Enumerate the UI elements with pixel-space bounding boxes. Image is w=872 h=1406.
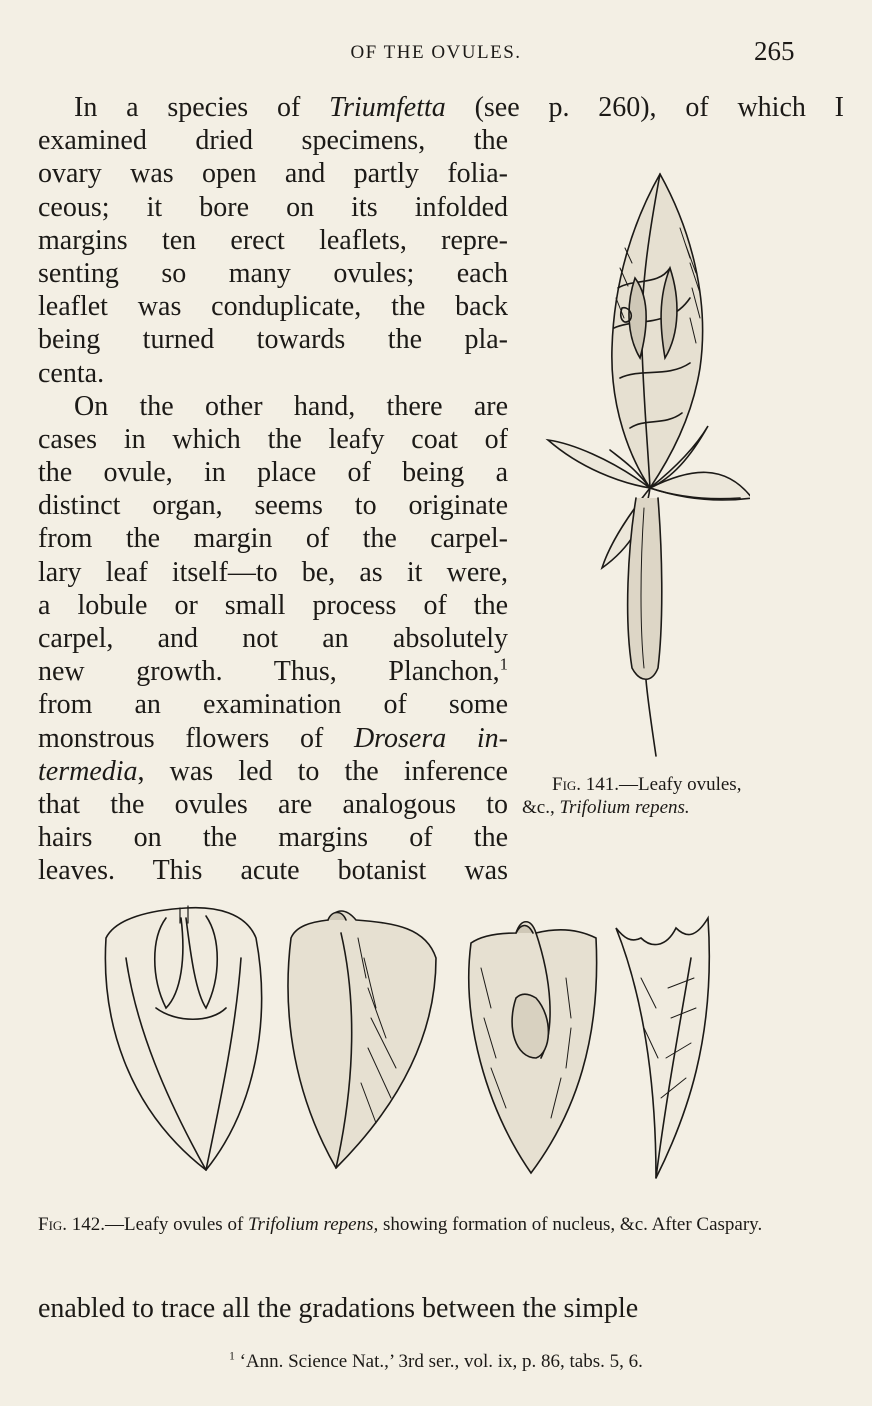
text-line: distinct organ, seems to originate [38,490,508,522]
text-line: margins ten erect leaflets, repre- [38,224,508,256]
text-line: examined dried specimens, the [38,125,508,157]
text-line: carpel, and not an absolutely [38,623,508,654]
text-line: In a species of Triumfetta (see p. 260), of which I [74,92,844,123]
text-line: from the margin of the carpel- [38,523,508,555]
text-line: from an examination of some [38,689,508,721]
ovule-1 [105,906,261,1170]
footnote-marker: 1 [229,1350,235,1363]
text-line: hairs on the margins of the [38,822,508,854]
figure-142-illustration [96,898,746,1194]
page-number: 265 [754,36,795,66]
text-line: a lobule or small process of the [38,589,508,621]
ovule-3 [469,922,597,1173]
running-title: OF THE OVULES. [350,42,522,63]
text-line: ovary was open and partly folia- [38,158,508,190]
text-line: leaflet was conduplicate, the back [38,291,508,323]
text-line: senting so many ovules; each [38,257,508,289]
text-line: leaves. This acute botanist was [38,855,508,887]
footnote-ref: 1 [499,654,508,674]
figure-142-caption: Fig. 142.—Leafy ovules of Trifolium repens, showing formation of nucleus, &c. After Caspary. [38,1214,763,1235]
figure-141-caption: Fig. 141.—Leafy ovules, &c., Trifolium repens. [522,774,742,818]
text-line: the ovule, in place of being a [38,457,508,489]
text-line: termedia, was led to the inference [38,755,508,787]
text-line: that the ovules are analogous to [38,788,508,820]
figure-141-illustration [540,168,750,758]
ovule-2 [288,911,436,1168]
footnote [0,1351,872,1373]
text-line: being turned towards the pla- [38,324,508,356]
continuation-text: enabled to trace all the gradations between the simple [38,1293,639,1324]
text-line: monstrous flowers of Drosera in- [38,722,508,754]
text-line: centa. [38,357,105,389]
ovule-4 [616,918,709,1178]
text-line: new growth. Thus, Planchon,$^1$ [38,654,508,688]
footnote-text: ‘Ann. Science Nat.,’ 3rd ser., vol. ix, p. 86, tabs. 5, 6. [234,1351,643,1372]
text-line: cases in which the leafy coat of [38,423,508,455]
text-line: ceous; it bore on its infolded [38,191,508,223]
text-line: lary leaf itself—to be, as it were, [38,556,508,588]
text-line: On the other hand, there are [74,390,508,422]
